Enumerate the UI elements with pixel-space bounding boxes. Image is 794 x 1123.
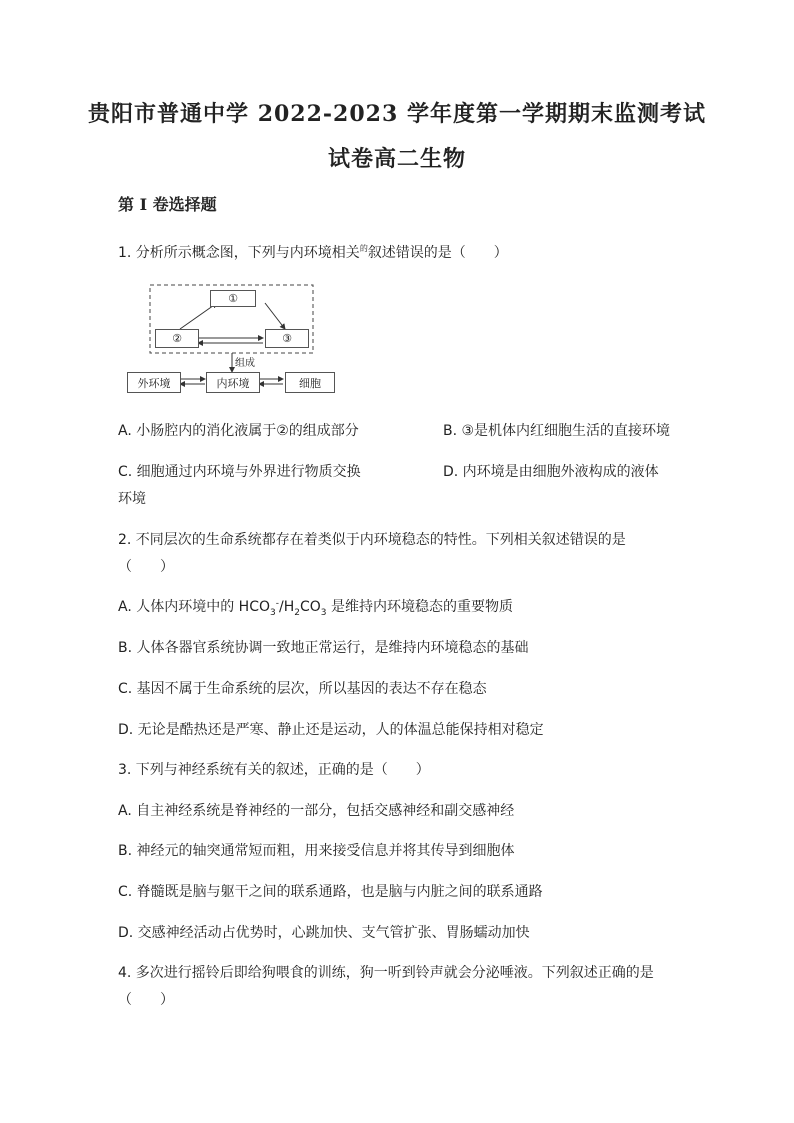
node-1: ① [210,290,256,307]
arrow-1-to-3 [265,303,285,329]
q1-option-d: D. 内环境是由细胞外液构成的液体 [443,464,659,480]
q4-stem-paren: （ ） [118,992,174,1008]
q3-option-c: C. 脊髓既是脑与躯干之间的联系通路，也是脑与内脏之间的联系通路 [118,884,543,900]
section-heading: 第 I 卷选择题 [118,195,217,214]
q3-option-b: B. 神经元的轴突通常短而粗，用来接受信息并将其传导到细胞体 [118,843,515,859]
exam-title-line1: 贵阳市普通中学 2022-2023 学年度第一学期期末监测考试 [88,101,706,127]
q2-stem: 2. 不同层次的生命系统都存在着类似于内环境稳态的特性。下列相关叙述错误的是 [118,532,626,548]
q2-option-a: A. 人体内环境中的 $HCO_3^-/H_2CO_3$ 是维持内环境稳态的重要物质 [118,598,513,618]
inner-environment-box: 内环境 [206,372,260,393]
q3-option-d: D. 交感神经活动占优势时，心跳加快、支气管扩张、胃肠蠕动加快 [118,925,530,941]
q2-stem-paren: （ ） [118,559,174,575]
q1-option-c: C. 细胞通过内环境与外界进行物质交换 [118,464,361,480]
q3-stem: 3. 下列与神经系统有关的叙述，正确的是（ ） [118,762,430,778]
concept-diagram [125,283,340,398]
q1-option-c-wrap: 环境 [118,491,146,507]
q1-stem-note: 的 [359,244,368,253]
outer-environment-box: 外环境 [127,372,181,393]
q3-option-a: A. 自主神经系统是脊神经的一部分，包括交感神经和副交感神经 [118,803,515,819]
node-2: ② [155,329,199,348]
exam-title-line2: 试卷高二生物 [327,146,466,172]
compose-label: 组成 [235,358,255,369]
q1-option-a: A. 小肠腔内的消化液属于②的组成部分 [118,423,359,439]
node-3: ③ [265,329,309,348]
q1-option-b: B. ③是机体内红细胞生活的直接环境 [443,423,671,439]
q2-option-b: B. 人体各器官系统协调一致地正常运行，是维持内环境稳态的基础 [118,640,529,656]
q2-option-d: D. 无论是酷热还是严寒、静止还是运动，人的体温总能保持相对稳定 [118,722,544,738]
q1-stem: 1. 分析所示概念图，下列与内环境相关$^的$叙述错误的是（ ） [118,244,508,261]
q2-option-c: C. 基因不属于生命系统的层次，所以基因的表达不存在稳态 [118,681,487,697]
cell-box: 细胞 [285,372,335,393]
q4-stem: 4. 多次进行摇铃后即给狗喂食的训练，狗一听到铃声就会分泌唾液。下列叙述正确的是 [118,965,654,981]
